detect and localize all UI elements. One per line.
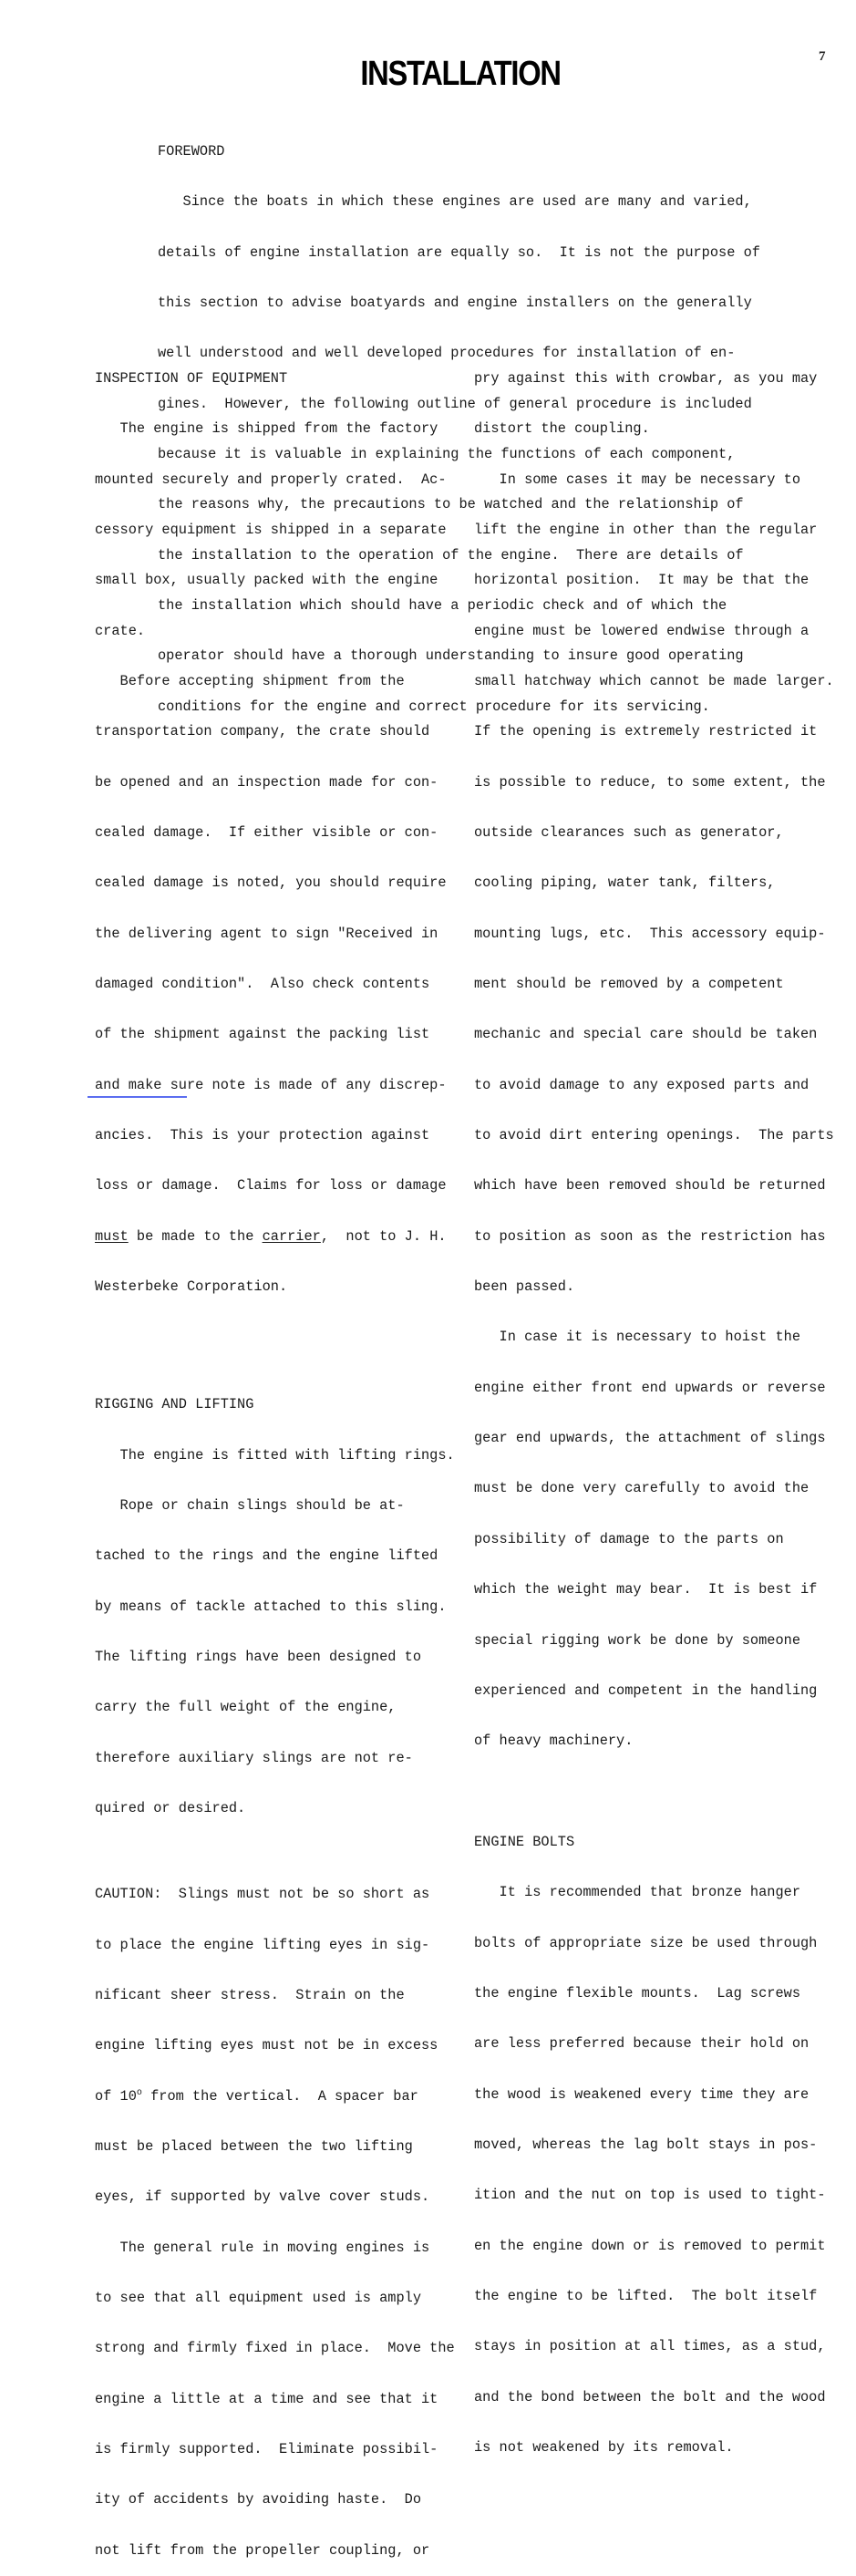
body-line: is firmly supported. Eliminate possibil- — [95, 2441, 438, 2458]
bottom-rule — [88, 1096, 187, 1098]
body-line: ity of accidents by avoiding haste. Do — [95, 2491, 422, 2509]
body-line: pry against this with crowbar, as you may — [474, 369, 818, 387]
body-line: not lift from the propeller coupling, or — [95, 2541, 430, 2559]
body-line: to avoid dirt entering openings. The parts — [474, 1127, 834, 1144]
body-line: The engine is fitted with lifting rings. — [95, 1446, 455, 1464]
body-line: damaged condition". Also check contents — [95, 976, 430, 993]
body-line: of the shipment against the packing list — [95, 1026, 430, 1043]
foreword-line: gines. However, the following outline of general procedure is included — [158, 395, 752, 412]
body-line: In some cases it may be necessary to — [474, 471, 801, 488]
text-fragment: be made to the — [128, 1227, 263, 1245]
body-line: small box, usually packed with the engine — [95, 572, 438, 589]
body-line: strong and firmly fixed in place. Move the — [95, 2340, 455, 2357]
body-line: In case it is necessary to hoist the — [474, 1329, 801, 1346]
body-line: quired or desired. — [95, 1799, 246, 1816]
body-line: cealed damage is noted, you should require — [95, 874, 447, 892]
body-line: to avoid damage to any exposed parts and — [474, 1076, 810, 1093]
foreword-line: Since the boats in which these engines are used are many and varied, — [158, 193, 752, 211]
body-line-claims — [95, 1228, 455, 1245]
body-line: cooling piping, water tank, filters, — [474, 874, 776, 892]
section-heading-inspection: INSPECTION OF EQUIPMENT — [95, 369, 288, 387]
body-line: The engine is shipped from the factory — [95, 420, 438, 438]
foreword-line: operator should have a thorough understanding to insure good operating — [158, 647, 744, 665]
foreword-line: because it is valuable in explaining the functions of each component, — [158, 445, 736, 462]
body-line: outside clearances such as generator, — [474, 824, 784, 841]
body-line: must be done very carefully to avoid the — [474, 1480, 810, 1497]
foreword-line: this section to advise boatyards and engine installers on the generally — [158, 294, 752, 311]
section-heading-rigging: RIGGING AND LIFTING — [95, 1396, 254, 1413]
body-line: small hatchway which cannot be made larger. — [474, 672, 834, 689]
spacer — [95, 1329, 455, 1345]
body-line: horizontal position. It may be that the — [474, 572, 810, 589]
body-line: moved, whereas the lag bolt stays in pos- — [474, 2136, 818, 2153]
body-line: engine must be lowered endwise through a — [474, 622, 810, 639]
body-line: therefore auxiliary slings are not re- — [95, 1749, 413, 1766]
section-heading-engine-bolts: ENGINE BOLTS — [474, 1833, 575, 1850]
body-line: carry the full weight of the engine, — [95, 1699, 397, 1716]
body-line: cessory equipment is shipped in a separate — [95, 521, 447, 538]
body-line: experienced and competent in the handling — [474, 1681, 818, 1699]
body-line: by means of tackle attached to this sling. — [95, 1598, 447, 1615]
foreword-heading: FOREWORD — [158, 142, 225, 160]
degree-superscript: o — [136, 2087, 142, 2098]
body-line: en the engine down or is removed to permit — [474, 2237, 826, 2254]
body-line: the engine flexible mounts. Lag screws — [474, 1984, 801, 2002]
body-line: engine either front end upwards or reverse — [474, 1379, 826, 1396]
body-line: distort the coupling. — [474, 420, 650, 438]
body-line: cealed damage. If either visible or con- — [95, 824, 438, 841]
caution-line: CAUTION: Slings must not be so short as — [95, 1886, 430, 1903]
right-column — [474, 336, 834, 2473]
body-line: It is recommended that bronze hanger — [474, 1884, 801, 1901]
body-line: bolts of appropriate size be used through — [474, 1934, 818, 1951]
caution-line: eyes, if supported by valve cover studs. — [95, 2188, 430, 2206]
body-line: be opened and an inspection made for con- — [95, 773, 438, 791]
body-line: of heavy machinery. — [474, 1733, 634, 1750]
spacer — [95, 1850, 455, 1852]
text-fragment: of 10 — [95, 2087, 137, 2105]
body-line: the wood is weakened every time they are — [474, 2085, 810, 2103]
body-line: is possible to reduce, to some extent, the — [474, 773, 826, 791]
caution-line: nificant sheer stress. Strain on the — [95, 1986, 405, 2003]
body-line: the delivering agent to sign "Received in — [95, 925, 438, 942]
body-line: are less preferred because their hold on — [474, 2035, 810, 2053]
text-fragment: from the vertical. A spacer bar — [141, 2087, 418, 2105]
body-line: the engine to be lifted. The bolt itself — [474, 2287, 818, 2304]
body-line: been passed. — [474, 1278, 575, 1296]
body-line: and the bond between the bolt and the wood — [474, 2388, 826, 2405]
body-line: lift the engine in other than the regular — [474, 521, 818, 538]
emphasis-must: must — [95, 1227, 129, 1245]
caution-line-degree — [95, 2088, 455, 2105]
caution-line: must be placed between the two lifting — [95, 2137, 413, 2155]
foreword-line: the reasons why, the precautions to be watched and the relationship of — [158, 496, 744, 513]
body-line: special rigging work be done by someone — [474, 1631, 801, 1649]
body-line: is not weakened by its removal. — [474, 2439, 734, 2456]
body-line: to position as soon as the restriction has — [474, 1227, 826, 1245]
body-line: mounting lugs, etc. This accessory equip- — [474, 925, 826, 942]
body-line: If the opening is extremely restricted it — [474, 723, 818, 740]
text-fragment: , not to J. H. — [320, 1227, 447, 1245]
body-line: mechanic and special care should be taken — [474, 1026, 818, 1043]
foreword-line: conditions for the engine and correct procedure for its servicing. — [158, 698, 710, 715]
body-line: ment should be removed by a competent — [474, 976, 784, 993]
body-line: which have been removed should be returned — [474, 1177, 826, 1195]
body-line: possibility of damage to the parts on — [474, 1530, 784, 1547]
body-line: Westerbeke Corporation. — [95, 1278, 288, 1296]
body-line: loss or damage. Claims for loss or damage — [95, 1177, 447, 1195]
body-line: to see that all equipment used is amply — [95, 2289, 422, 2306]
spacer — [474, 1784, 834, 1800]
body-line: ancies. This is your protection against — [95, 1127, 430, 1144]
body-line: gear end upwards, the attachment of slings — [474, 1430, 826, 1447]
body-line: engine a little at a time and see that it — [95, 2390, 438, 2407]
body-line: tached to the rings and the engine lifted — [95, 1547, 438, 1565]
page-title: INSTALLATION — [360, 55, 561, 93]
body-line: The lifting rings have been designed to — [95, 1648, 422, 1665]
caution-line: engine lifting eyes must not be in excess — [95, 2037, 438, 2054]
body-line: Rope or chain slings should be at- — [95, 1496, 405, 1514]
foreword-line: the installation to the operation of the engine. There are details of — [158, 546, 744, 564]
foreword-line: the installation which should have a periodic check and of which the — [158, 597, 727, 614]
foreword-line: details of engine installation are equally so. It is not the purpose of — [158, 243, 760, 261]
body-line: The general rule in moving engines is — [95, 2239, 430, 2256]
body-line: stays in position at all times, as a stud, — [474, 2338, 826, 2355]
body-line: which the weight may bear. It is best if — [474, 1581, 818, 1598]
body-line: mounted securely and properly crated. Ac- — [95, 471, 447, 488]
foreword-line: well understood and well developed procedures for installation of en- — [158, 345, 736, 362]
body-line: and make sure note is made of any discrep- — [95, 1076, 447, 1093]
page-number: 7 — [819, 49, 826, 64]
body-line: crate. — [95, 622, 146, 639]
caution-line: to place the engine lifting eyes in sig- — [95, 1936, 430, 1953]
body-line: Before accepting shipment from the — [95, 672, 405, 689]
left-column — [95, 336, 455, 2576]
body-line: ition and the nut on top is used to tight- — [474, 2187, 826, 2204]
body-line: transportation company, the crate should — [95, 723, 430, 740]
emphasis-carrier: carrier — [262, 1227, 321, 1245]
